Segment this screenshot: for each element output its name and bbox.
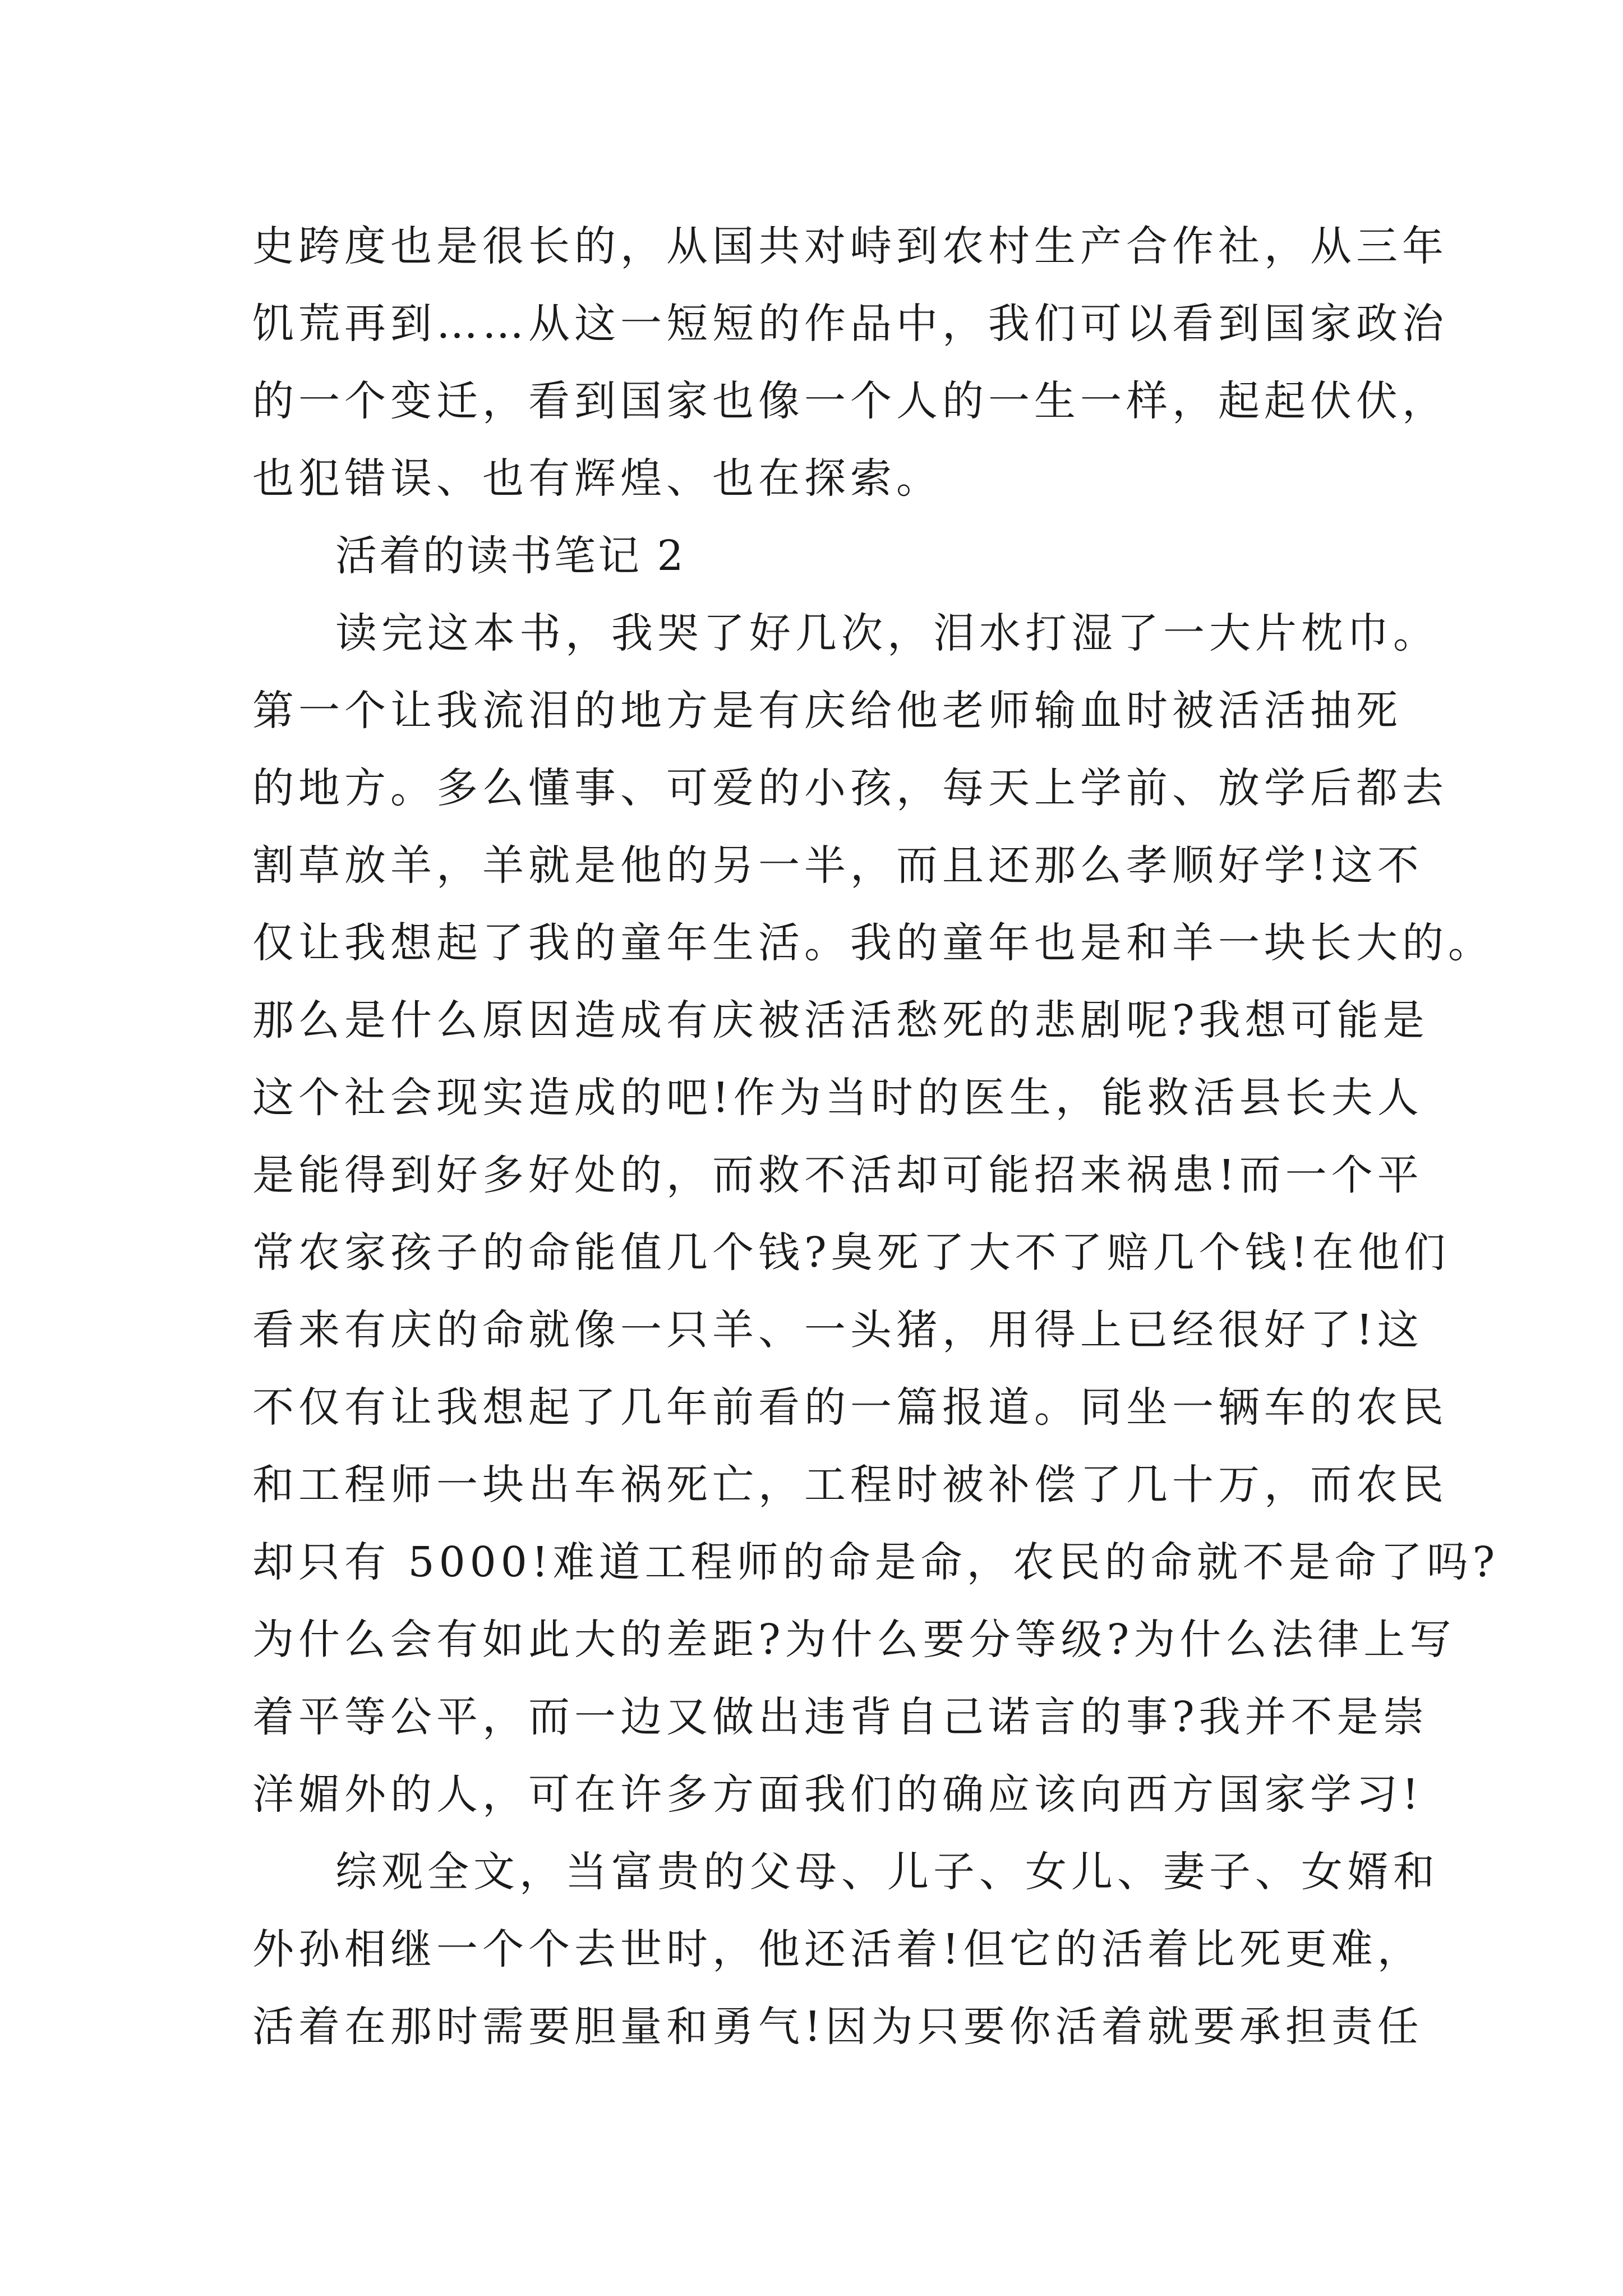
section-heading: 活着的读书笔记 2	[335, 532, 686, 580]
body-line: 史跨度也是很长的，从国共对峙到农村生产合作社，从三年	[252, 222, 1448, 270]
body-line: 活着在那时需要胆量和勇气!因为只要你活着就要承担责任	[252, 2003, 1423, 2051]
body-line: 也犯错误、也有辉煌、也在探索。	[252, 454, 942, 503]
body-line: 外孙相继一个个去世时，他还活着!但它的活着比死更难，	[252, 1925, 1423, 1973]
body-line: 是能得到好多好处的，而救不活却可能招来祸患!而一个平	[252, 1151, 1423, 1199]
body-line: 这个社会现实造成的吧!作为当时的医生，能救活县长夫人	[252, 1074, 1423, 1122]
body-line: 着平等公平，而一边又做出违背自己诺言的事?我并不是崇	[252, 1693, 1429, 1741]
body-line: 为什么会有如此大的差距?为什么要分等级?为什么法律上写	[252, 1616, 1456, 1664]
body-line: 不仅有让我想起了几年前看的一篇报道。同坐一辆车的农民	[252, 1383, 1448, 1432]
body-line: 割草放羊，羊就是他的另一半，而且还那么孝顺好学!这不	[252, 841, 1423, 890]
body-line: 却只有 5000!难道工程师的命是命，农民的命就不是命了吗?	[252, 1538, 1500, 1586]
body-line: 饥荒再到……从这一短短的作品中，我们可以看到国家政治	[252, 300, 1448, 348]
body-line: 和工程师一块出车祸死亡，工程时被补偿了几十万，而农民	[252, 1461, 1448, 1509]
body-line: 的地方。多么懂事、可爱的小孩，每天上学前、放学后都去	[252, 764, 1448, 812]
document-body	[252, 208, 1500, 2065]
body-line: 洋媚外的人，可在许多方面我们的确应该向西方国家学习!	[252, 1770, 1423, 1819]
body-line: 仅让我想起了我的童年生活。我的童年也是和羊一块长大的。	[252, 919, 1494, 967]
paragraph-first-line: 综观全文，当富贵的父母、儿子、女儿、妻子、女婿和	[335, 1848, 1439, 1896]
body-line: 看来有庆的命就像一只羊、一头猪，用得上已经很好了!这	[252, 1306, 1423, 1354]
body-line: 的一个变迁，看到国家也像一个人的一生一样，起起伏伏，	[252, 377, 1448, 425]
body-line: 那么是什么原因造成有庆被活活愁死的悲剧呢?我想可能是	[252, 996, 1429, 1045]
body-line: 常农家孩子的命能值几个钱?臭死了大不了赔几个钱!在他们	[252, 1228, 1450, 1277]
body-line: 第一个让我流泪的地方是有庆给他老师输血时被活活抽死	[252, 687, 1402, 735]
paragraph-first-line: 读完这本书，我哭了好几次，泪水打湿了一大片枕巾。	[335, 609, 1439, 657]
